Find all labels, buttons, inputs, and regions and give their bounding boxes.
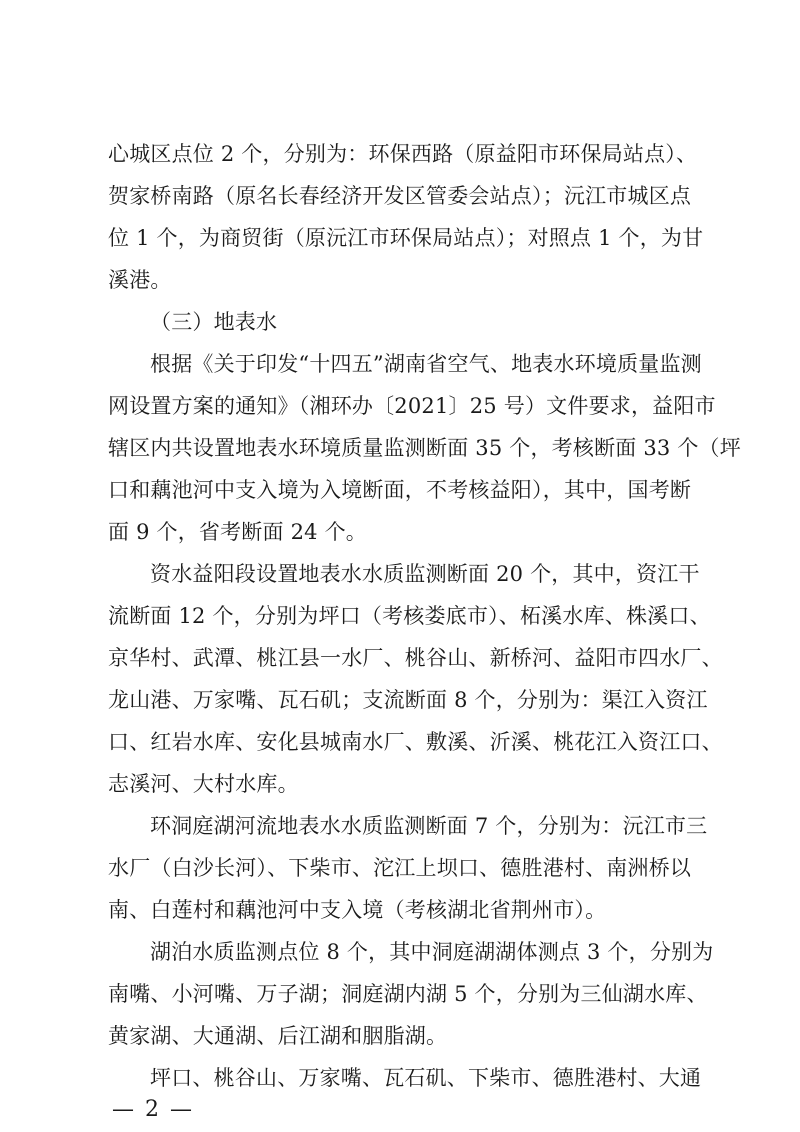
text-line: 贺家桥南路（原名长春经济开发区管委会站点）；沅江市城区点 — [108, 184, 692, 208]
text-line: 根据《关于印发“十四五”湖南省空气、地表水环境质量监测 — [150, 352, 702, 376]
text-line: 资水益阳段设置地表水水质监测断面 20 个，其中，资江干 — [150, 562, 700, 586]
text-line: 南嘴、小河嘴、万子湖；洞庭湖内湖 5 个，分别为三仙湖水库、 — [108, 982, 708, 1006]
text-line: 京华村、武潭、桃江县一水厂、桃谷山、新桥河、益阳市四水厂、 — [108, 646, 723, 670]
text-line: 黄家湖、大通湖、后江湖和胭脂湖。 — [108, 1024, 448, 1048]
text-line: 溪港。 — [108, 268, 172, 292]
text-line: 网设置方案的通知》（湘环办〔2021〕25 号）文件要求，益阳市 — [108, 394, 716, 418]
text-line: 流断面 12 个，分别为坪口（考核娄底市）、柘溪水库、株溪口、 — [108, 604, 711, 628]
text-line: 口和藕池河中支入境为入境断面，不考核益阳），其中，国考断 — [108, 478, 692, 502]
text-line: 辖区内共设置地表水环境质量监测断面 35 个，考核断面 33 个（坪 — [108, 436, 741, 460]
text-line: 面 9 个，省考断面 24 个。 — [108, 520, 367, 544]
text-line: 南、白莲村和藕池河中支入境（考核湖北省荆州市）。 — [108, 898, 607, 922]
text-line: 环洞庭湖河流地表水水质监测断面 7 个，分别为：沅江市三 — [150, 814, 708, 838]
text-line: 志溪河、大村水库。 — [108, 772, 299, 796]
text-line: 水厂（白沙长河）、下柴市、沱江上坝口、德胜港村、南洲桥以 — [108, 856, 692, 880]
section-heading: （三）地表水 — [150, 310, 278, 334]
text-line: 龙山港、万家嘴、瓦石矶；支流断面 8 个，分别为：渠江入资江 — [108, 688, 708, 712]
text-line: 湖泊水质监测点位 8 个，其中洞庭湖湖体测点 3 个，分别为 — [150, 940, 714, 964]
text-line: 坪口、桃谷山、万家嘴、瓦石矶、下柴市、德胜港村、大通 — [150, 1066, 702, 1090]
text-line: 位 1 个，为商贸街（原沅江市环保局站点）；对照点 1 个，为甘 — [108, 226, 704, 250]
page-number: — 2 — — [112, 1097, 194, 1122]
text-line: 口、红岩水库、安化县城南水厂、敷溪、沂溪、桃花江入资江口、 — [108, 730, 723, 754]
text-line: 心城区点位 2 个，分别为：环保西路（原益阳市环保局站点）、 — [108, 142, 698, 166]
